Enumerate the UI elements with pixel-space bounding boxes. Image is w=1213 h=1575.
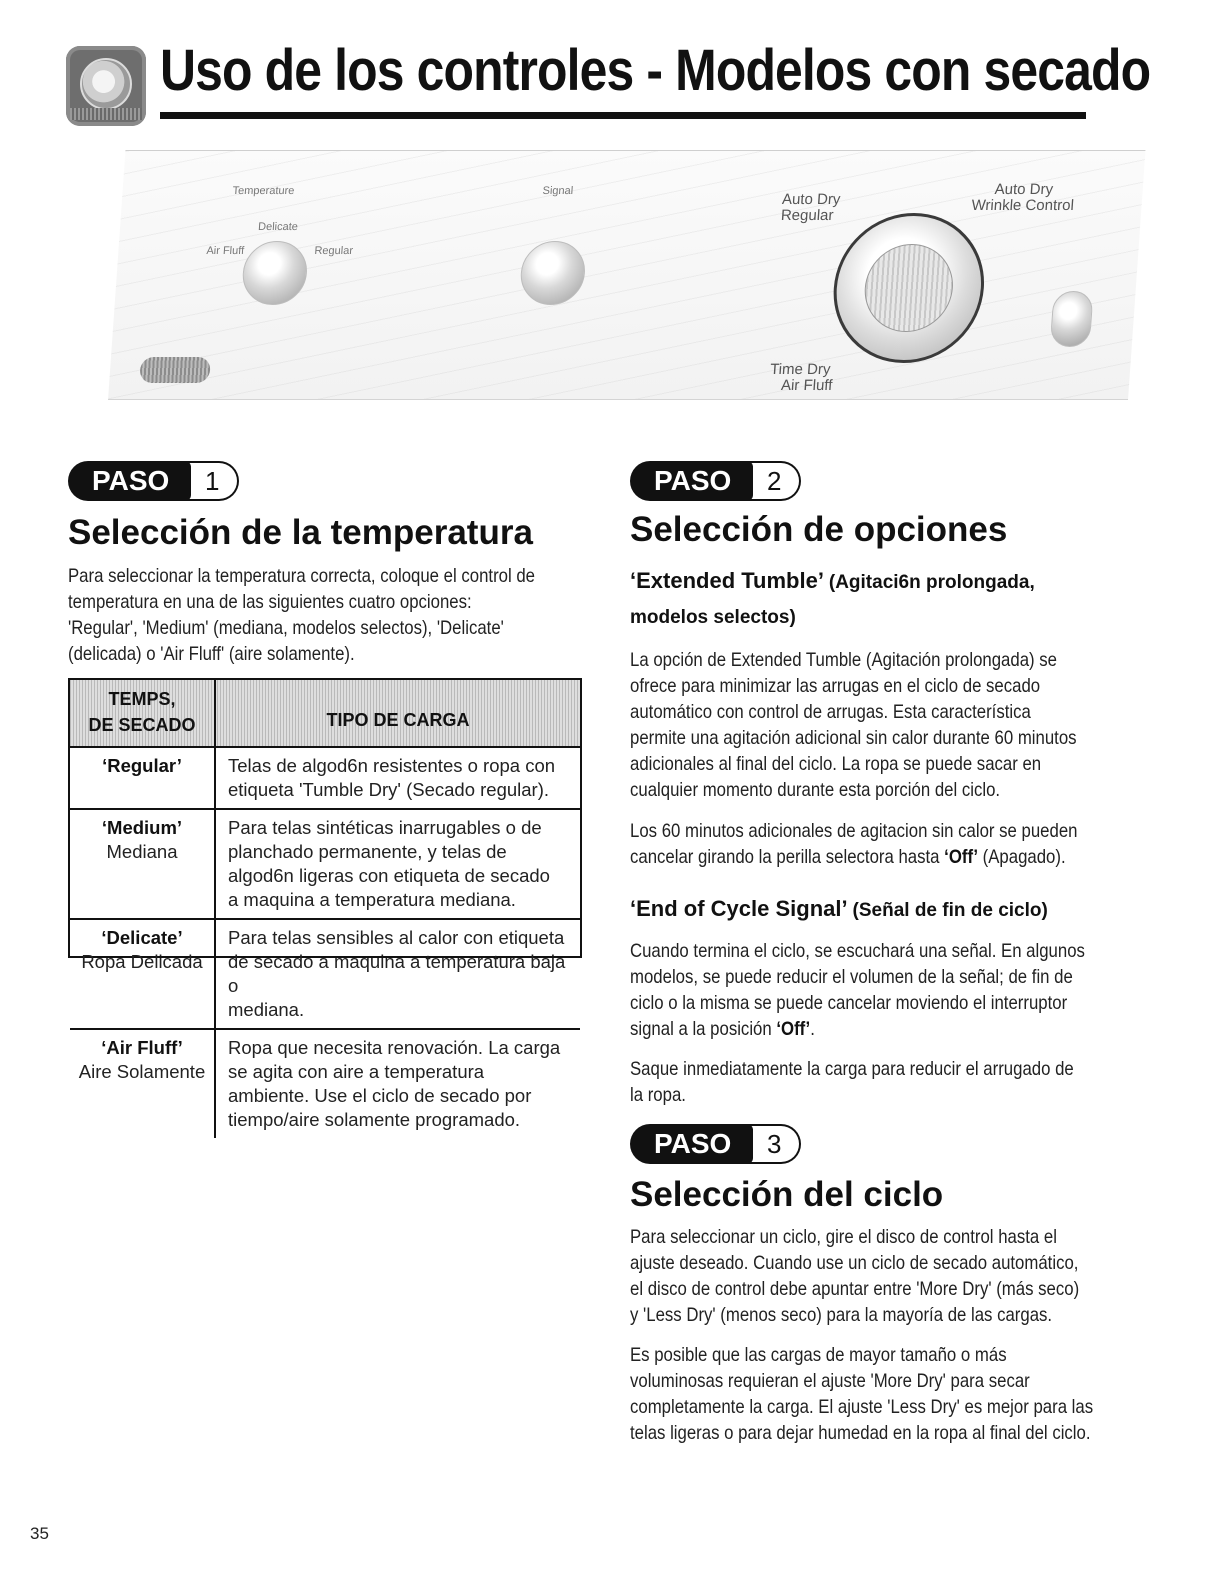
panel-label-regular: Regular xyxy=(313,245,354,257)
table-row xyxy=(70,810,580,920)
step3-badge xyxy=(630,1124,801,1164)
step1-intro-line: (delicada) o 'Air Fluff' (aire solamente). xyxy=(68,643,355,665)
end-of-cycle-title: ‘End of Cycle Signal’ xyxy=(630,896,847,921)
description-line: etiqueta 'Tumble Dry' (Secado regular). xyxy=(228,779,550,800)
step2-heading: Selección de opciones xyxy=(630,510,1008,549)
step1-intro-line: Para seleccionar la temperatura correcta, coloque el control de xyxy=(68,565,536,587)
panel-label-auto-dry-1: Auto Dry xyxy=(781,191,841,208)
table-header-temps-line1: TEMPS, xyxy=(108,689,176,709)
paragraph-line: Para seleccionar un ciclo, gire el disco de control hasta el xyxy=(630,1226,1057,1248)
extended-tumble-note-line2: modelos selectos) xyxy=(630,607,796,628)
table-cell-description xyxy=(216,748,580,808)
table-row xyxy=(70,920,580,1030)
description-line: a maquina a temperatura mediana. xyxy=(228,889,516,910)
paragraph-line: adicionales al final del ciclo. La ropa se puede sacar en xyxy=(630,753,1042,775)
panel-label-temperature: Temperature xyxy=(232,185,295,197)
extended-tumble-cancel-paragraph xyxy=(630,818,1137,870)
step1-intro-line: 'Regular', 'Medium' (mediana, modelos selectos), 'Delicate' xyxy=(68,617,504,639)
description-line: mediana. xyxy=(228,999,305,1020)
panel-label-time-dry: Time Dry xyxy=(769,361,832,378)
table-header-temps xyxy=(70,680,216,746)
panel-label-auto-dry-regular: Regular xyxy=(780,207,835,224)
step1-badge-label: PASO xyxy=(68,461,191,501)
cycle-selection-paragraph xyxy=(630,1224,1137,1328)
description-line: Telas de algod6n resistentes o ropa con xyxy=(228,755,556,776)
setting-translation: Mediana xyxy=(106,841,178,862)
larger-loads-paragraph xyxy=(630,1342,1137,1446)
paragraph-line: completamente la carga. El ajuste 'Less Dry' es mejor para las xyxy=(630,1396,1094,1418)
step1-badge xyxy=(68,461,239,501)
step3-badge-label: PASO xyxy=(630,1124,753,1164)
table-header-load-type: TIPO DE CARGA xyxy=(326,710,470,730)
paragraph-line: La opción de Extended Tumble (Agitación prolongada) se xyxy=(630,649,1057,671)
paragraph-line: telas ligeras o para dejar humedad en la ropa al final del ciclo. xyxy=(630,1422,1091,1444)
description-line: Ropa que necesita renovación. La carga xyxy=(228,1037,561,1058)
step1-intro-line: temperatura en una de las siguientes cuatro opciones: xyxy=(68,591,472,613)
panel-label-wrinkle-control: Wrinkle Control xyxy=(971,197,1075,214)
dial-band-graphic xyxy=(70,108,142,120)
panel-label-air-fluff-cycle: Air Fluff xyxy=(780,377,834,394)
dial-logo-icon xyxy=(66,46,146,126)
table-cell-setting xyxy=(70,748,216,808)
description-line: planchado permanente, y telas de xyxy=(228,841,507,862)
step1-intro xyxy=(68,563,575,667)
setting-name: ‘Regular’ xyxy=(102,755,182,776)
paragraph-line: y 'Less Dry' (menos seco) para la mayoría de las cargas. xyxy=(630,1304,1053,1326)
extended-tumble-heading xyxy=(630,564,1150,634)
description-line: algod6n ligeras con etiqueta de secado xyxy=(228,865,550,886)
extended-tumble-note: (Agitaci6n prolongada, xyxy=(828,572,1035,593)
description-line: tiempo/aire solamente programado. xyxy=(228,1109,521,1130)
panel-label-delicate: Delicate xyxy=(257,221,299,233)
paragraph-line: cualquier momento durante esta porción del ciclo. xyxy=(630,779,1001,801)
table-cell-description xyxy=(216,810,580,918)
setting-name: ‘Delicate’ xyxy=(101,927,183,948)
table-row xyxy=(70,748,580,810)
description-line: de secado a maquina a temperatura baja o xyxy=(228,951,566,996)
panel-label-air-fluff: Air Fluff xyxy=(205,245,245,257)
table-cell-setting xyxy=(70,810,216,918)
description-line: se agita con aire a temperatura xyxy=(228,1061,485,1082)
end-of-cycle-heading xyxy=(630,892,1170,927)
paragraph-line: voluminosas requieran el ajuste 'More Dry' para secar xyxy=(630,1370,1030,1392)
paragraph-text: signal a la posición xyxy=(630,1018,777,1040)
panel-label-signal: Signal xyxy=(542,185,574,197)
temperature-knob xyxy=(241,241,309,305)
paragraph-line: el disco de control debe apuntar entre 'More Dry' (más seco) xyxy=(630,1278,1080,1300)
extended-tumble-title: ‘Extended Tumble’ xyxy=(630,568,823,593)
paragraph-line: permite una agitación adicional sin calor durante 60 minutos xyxy=(630,727,1077,749)
step3-badge-number: 3 xyxy=(745,1124,801,1164)
paragraph-line: automático con control de arrugas. Esta característica xyxy=(630,701,1031,723)
paragraph-line: ciclo o la misma se puede cancelar moviendo el interruptor xyxy=(630,992,1068,1014)
step2-badge-label: PASO xyxy=(630,461,753,501)
remove-load-paragraph xyxy=(630,1056,1137,1108)
paragraph-line: la ropa. xyxy=(630,1084,686,1106)
end-of-cycle-paragraph xyxy=(630,938,1137,1042)
paragraph-line: ajuste deseado. Cuando use un ciclo de secado automático, xyxy=(630,1252,1079,1274)
title-divider xyxy=(160,112,1086,119)
step3-heading: Selección del ciclo xyxy=(630,1175,944,1214)
table-header-temps-line2: DE SECADO xyxy=(88,715,196,735)
setting-translation: Aire Solamente xyxy=(78,1061,206,1082)
paragraph-line: Los 60 minutos adicionales de agitacion sin calor se pueden xyxy=(630,820,1078,842)
paragraph-text: cancelar girando la perilla selectora hasta xyxy=(630,846,945,868)
description-line: Para telas sintéticas inarrugables o de xyxy=(228,817,542,838)
dial-knob-graphic xyxy=(80,58,132,110)
setting-name: ‘Medium’ xyxy=(101,817,183,838)
brand-logo-graphic xyxy=(139,357,211,383)
table-row xyxy=(70,1030,580,1138)
off-setting-label: ‘Off’ xyxy=(944,846,978,868)
table-cell-setting xyxy=(70,1030,216,1138)
signal-knob xyxy=(519,241,587,305)
table-header-row xyxy=(70,680,580,748)
control-panel-illustration xyxy=(108,150,1145,400)
table-cell-description xyxy=(216,1030,580,1138)
page-number: 35 xyxy=(30,1524,49,1543)
paragraph-line: modelos, se puede reducir el volumen de la señal; de fin de xyxy=(630,966,1073,988)
step1-badge-number: 1 xyxy=(183,461,239,501)
step1-heading: Selección de la temperatura xyxy=(68,513,533,552)
cycle-dial-center xyxy=(862,244,956,332)
table-cell-setting xyxy=(70,920,216,1028)
paragraph-line: Saque inmediatamente la carga para reducir el arrugado de xyxy=(630,1058,1074,1080)
setting-name: ‘Air Fluff’ xyxy=(101,1037,183,1058)
extended-tumble-paragraph xyxy=(630,647,1137,803)
cycle-dial xyxy=(829,213,989,363)
step2-badge-number: 2 xyxy=(745,461,801,501)
step2-badge xyxy=(630,461,801,501)
temperature-table xyxy=(68,678,582,1130)
paragraph-line: ofrece para minimizar las arrugas en el ciclo de secado xyxy=(630,675,1041,697)
paragraph-text: (Apagado). xyxy=(977,846,1066,868)
off-setting-label: ‘Off’ xyxy=(776,1018,811,1040)
paragraph-line xyxy=(630,1016,1137,1042)
description-line: Para telas sensibles al calor con etiqueta xyxy=(228,927,565,948)
paragraph-line: Cuando termina el ciclo, se escuchará una señal. En algunos xyxy=(630,940,1085,962)
end-of-cycle-note: (Señal de fin de ciclo) xyxy=(852,900,1048,921)
page-title: Uso de los controles - Modelos con secado xyxy=(160,38,1151,103)
setting-translation: Ropa Delicada xyxy=(81,951,203,972)
paragraph-line: Es posible que las cargas de mayor tamaño o más xyxy=(630,1344,1007,1366)
description-line: ambiente. Use el ciclo de secado por xyxy=(228,1085,532,1106)
panel-label-auto-dry-2: Auto Dry xyxy=(994,181,1054,198)
extended-tumble-knob xyxy=(1050,291,1094,347)
paragraph-line xyxy=(630,844,1137,870)
table-cell-description xyxy=(216,920,580,1028)
paragraph-text: . xyxy=(810,1018,815,1040)
